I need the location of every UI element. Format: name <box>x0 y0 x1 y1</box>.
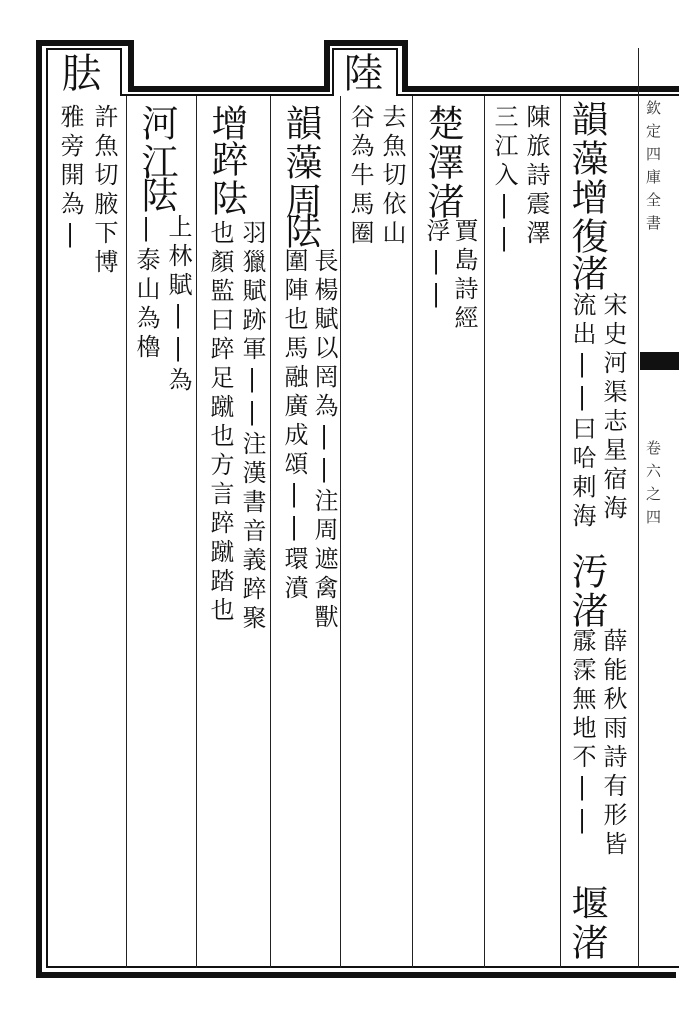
entry-note: 賈島詩經 <box>450 218 478 334</box>
entry-note: 宋史河渠志星宿海 <box>599 292 627 524</box>
inner-tab-left <box>120 48 122 96</box>
column-rule <box>340 96 341 968</box>
tab-label-right: 陸 <box>337 52 383 92</box>
column-rule <box>560 96 561 968</box>
right-edge-rule <box>638 48 639 968</box>
entry-heading-char: 阹 <box>279 212 322 251</box>
fishtail-mark <box>640 352 679 370</box>
entry-note: 雅旁開為| <box>56 104 84 253</box>
entry-note: 浮|| <box>422 218 450 313</box>
entry-note: 谷為牛馬圈 <box>346 104 374 249</box>
entry-heading: 增 <box>205 104 248 143</box>
tab-label-left: 胠 <box>55 52 101 92</box>
inner-top-gap <box>120 94 332 96</box>
entry-note: 圍陣也馬融廣成頌||環濆 <box>280 248 308 604</box>
tab-left-edge <box>128 40 134 92</box>
entry-note: 羽獵賦跡軍||注漢書音義踤聚 <box>238 220 266 634</box>
column-rule <box>126 96 127 968</box>
margin-book-title: 欽定四庫全書 <box>644 100 662 238</box>
tab-right-end <box>402 40 408 92</box>
entry-note: |泰山為櫓 <box>132 214 160 363</box>
entry-note: 三江入|| <box>490 104 518 257</box>
entry-heading-char: 阹 <box>135 176 178 215</box>
entry-heading: 韻藻增復 <box>565 100 608 256</box>
top-border-left-tab <box>36 40 128 46</box>
inner-top-left <box>46 48 122 50</box>
entry-note: 陳旅詩震澤 <box>522 104 550 249</box>
entry-heading: 河江 <box>135 104 178 182</box>
inner-tab-right-start <box>332 48 334 96</box>
entry-note: 去魚切依山 <box>378 104 406 249</box>
entry-note: 也顏監曰踤足蹴也方言踤蹴踏也 <box>206 220 234 626</box>
inner-top-right <box>396 94 679 96</box>
tab-right-start <box>324 40 330 92</box>
column-rule <box>270 96 271 968</box>
entry-heading-chars: 踤阹 <box>205 140 248 218</box>
entry-note: 許魚切腋下博 <box>90 104 118 278</box>
entry-note: 上林賦||為 <box>164 214 192 396</box>
top-border-right-tab <box>324 40 406 46</box>
top-border-gap <box>128 86 328 92</box>
entry-note: 流出||曰哈剌海 <box>568 292 596 532</box>
entry-heading: 汚渚 <box>565 552 608 630</box>
inner-top-right-tab <box>332 48 396 50</box>
entry-heading: 楚澤渚 <box>421 104 464 221</box>
entry-note: 薛能秋雨詩有形皆 <box>599 628 627 860</box>
column-rule <box>412 96 413 968</box>
inner-tab-right-end <box>396 48 398 96</box>
entry-note: 長楊賦以罔為||注周遮禽獸 <box>310 248 338 633</box>
margin-volume-label: 卷六之四 <box>644 440 662 532</box>
entry-heading: 韻藻周 <box>279 104 322 221</box>
entry-heading: 堰渚 <box>565 884 608 962</box>
entry-note: 霡霂無地不|| <box>568 628 596 839</box>
column-rule <box>484 96 485 968</box>
entry-heading-char: 渚 <box>565 254 608 293</box>
column-rule <box>196 96 197 968</box>
